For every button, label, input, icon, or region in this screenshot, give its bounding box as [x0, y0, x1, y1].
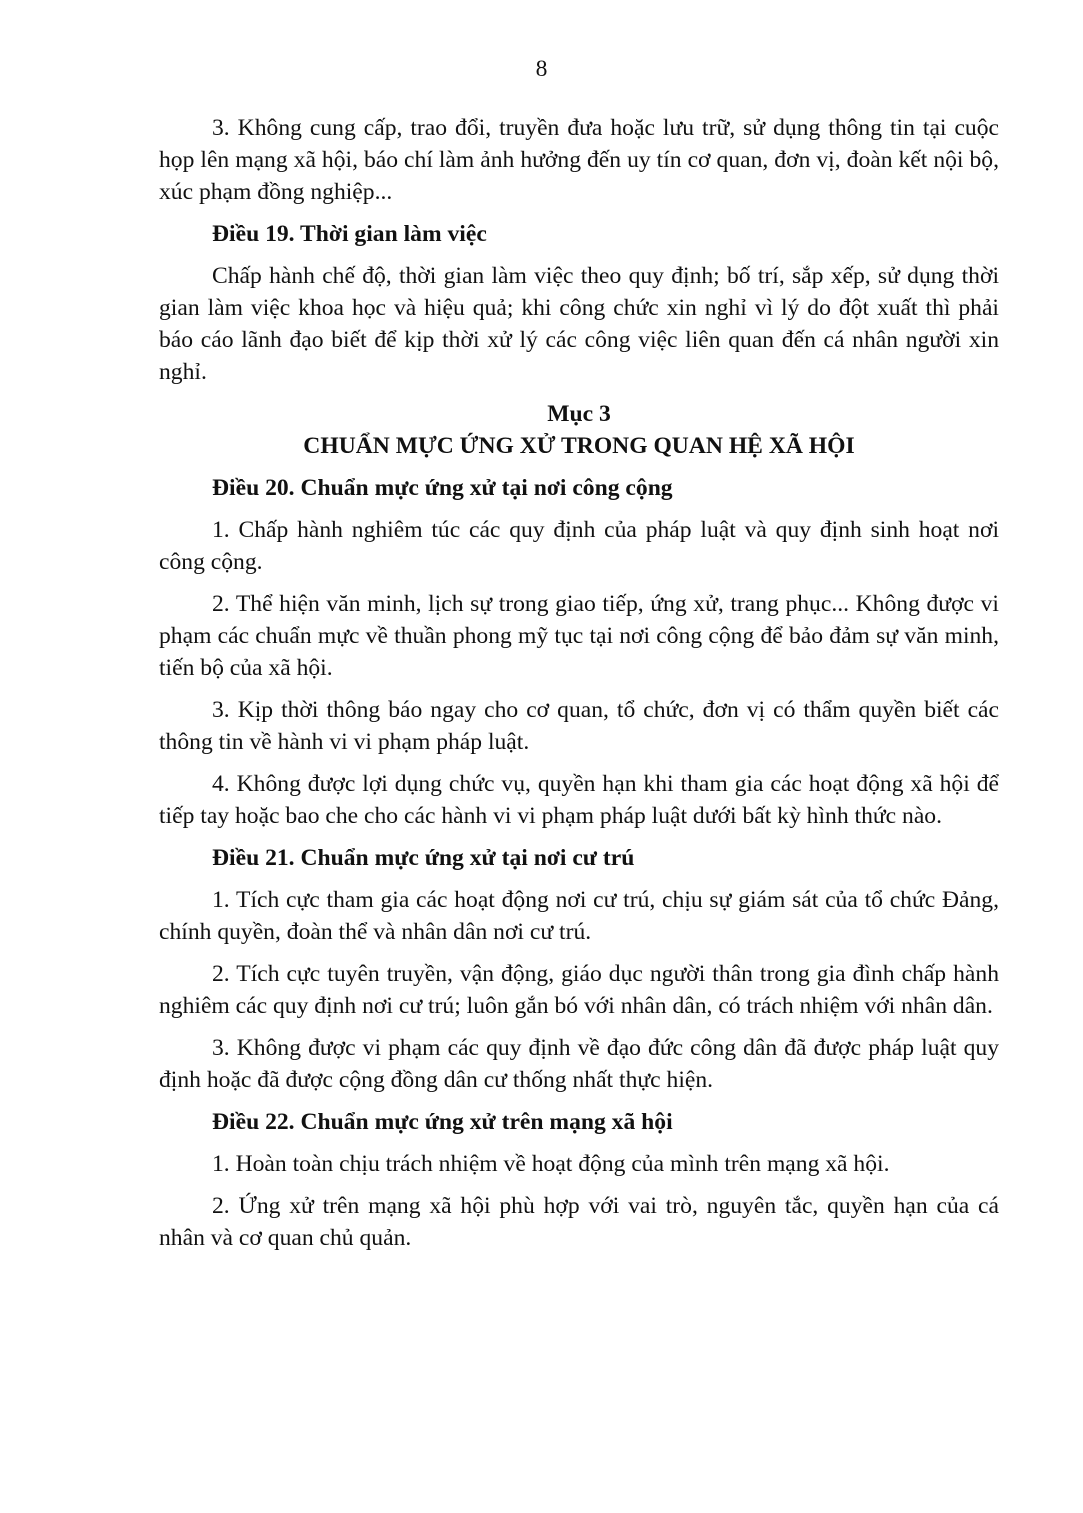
- document-body: [159, 112, 999, 1254]
- article-22-heading: Điều 22. Chuẩn mực ứng xử trên mạng xã hội: [212, 1109, 673, 1135]
- section-3-title: CHUẨN MỰC ỨNG XỬ TRONG QUAN HỆ XÃ HỘI: [303, 433, 855, 459]
- paragraph-article-20-clause-4: 4. Không được lợi dụng chức vụ, quyền hạn khi tham gia các hoạt động xã hội để tiếp tay hoặc bao che cho các hành vi vi phạm pháp luật dưới bất kỳ hình thức nào.: [159, 771, 999, 829]
- paragraph-clause-3-meetings: 3. Không cung cấp, trao đổi, truyền đưa hoặc lưu trữ, sử dụng thông tin tại cuộc họp lên mạng xã hội, báo chí làm ảnh hưởng đến uy tín cơ quan, đơn vị, đoàn kết nội bộ, xúc phạm đồng nghiệp...: [159, 115, 999, 205]
- paragraph-article-22-clause-1: 1. Hoàn toàn chịu trách nhiệm về hoạt động của mình trên mạng xã hội.: [212, 1151, 890, 1177]
- paragraph-article-20-clause-2: 2. Thể hiện văn minh, lịch sự trong giao tiếp, ứng xử, trang phục... Không được vi phạm các chuẩn mực về thuần phong mỹ tục tại nơi công cộng để bảo đảm sự văn minh, tiến bộ của xã hội.: [159, 591, 999, 681]
- paragraph-article-20-clause-1: 1. Chấp hành nghiêm túc các quy định của pháp luật và quy định sinh hoạt nơi công cộng.: [159, 517, 999, 575]
- article-20-heading: Điều 20. Chuẩn mực ứng xử tại nơi công cộng: [212, 475, 673, 501]
- article-19-heading: Điều 19. Thời gian làm việc: [212, 221, 487, 247]
- paragraph-article-21-clause-3: 3. Không được vi phạm các quy định về đạo đức công dân đã được pháp luật quy định hoặc đã được cộng đồng dân cư thống nhất thực hiện.: [159, 1035, 999, 1093]
- paragraph-article-20-clause-3: 3. Kịp thời thông báo ngay cho cơ quan, tổ chức, đơn vị có thẩm quyền biết các thông tin về hành vi vi phạm pháp luật.: [159, 697, 999, 755]
- paragraph-article-22-clause-2: 2. Ứng xử trên mạng xã hội phù hợp với vai trò, nguyên tắc, quyền hạn của cá nhân và cơ quan chủ quản.: [159, 1193, 999, 1251]
- paragraph-article-19: Chấp hành chế độ, thời gian làm việc theo quy định; bố trí, sắp xếp, sử dụng thời gian làm việc khoa học và hiệu quả; khi công chức xin nghỉ vì lý do đột xuất thì phải báo cáo lãnh đạo biết để kịp thời xử lý các công việc liên quan đến cá nhân người xin nghỉ.: [159, 263, 999, 385]
- page-number: 8: [535, 56, 548, 82]
- paragraph-article-21-clause-2: 2. Tích cực tuyên truyền, vận động, giáo dục người thân trong gia đình chấp hành nghiêm các quy định nơi cư trú; luôn gắn bó với nhân dân, có trách nhiệm với nhân dân.: [159, 961, 999, 1019]
- section-3-label: Mục 3: [547, 401, 611, 427]
- article-21-heading: Điều 21. Chuẩn mực ứng xử tại nơi cư trú: [212, 845, 635, 871]
- paragraph-article-21-clause-1: 1. Tích cực tham gia các hoạt động nơi cư trú, chịu sự giám sát của tổ chức Đảng, chính quyền, đoàn thể và nhân dân nơi cư trú.: [159, 887, 999, 945]
